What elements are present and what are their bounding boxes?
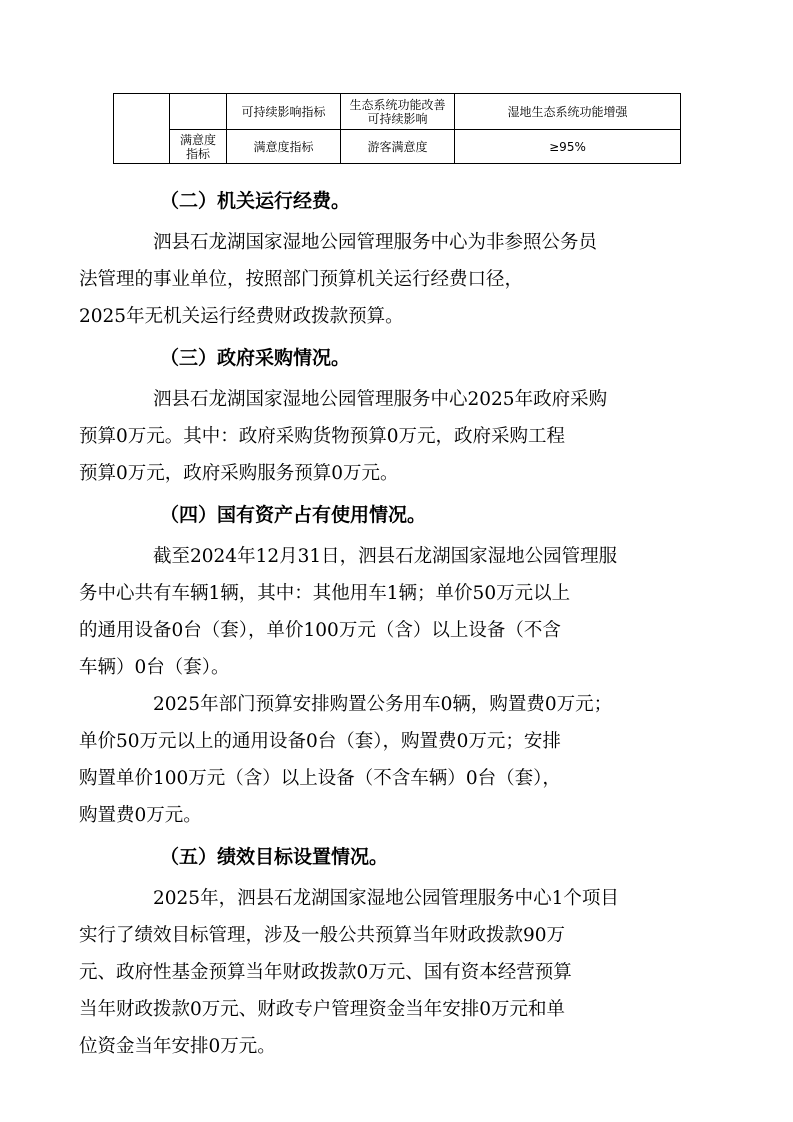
text-line: 2025年部门预算安排购置公务用车0辆，购置费0万元； — [153, 694, 613, 715]
indicator-line: 可持续影响 — [367, 111, 428, 126]
text-line: 当年财政拨款0万元、财政专户管理资金当年安排0万元和单 — [79, 999, 566, 1020]
text-line: 务中心共有车辆1辆，其中：其他用车1辆；单价50万元以上 — [79, 583, 571, 604]
table-cell-level1 — [114, 94, 170, 164]
section-heading: （五）绩效目标设置情况。 — [160, 846, 389, 868]
text-line: 位资金当年安排0万元。 — [79, 1036, 276, 1057]
section-heading: （二）机关运行经费。 — [160, 190, 351, 212]
table-row — [114, 130, 681, 164]
text-line: 截至2024年12月31日，泗县石龙湖国家湿地公园管理服 — [153, 546, 618, 567]
paragraph — [79, 686, 691, 834]
document-body — [79, 178, 691, 1065]
text-line: 的通用设备0台（套），单价100万元（含）以上设备（不含 — [79, 620, 561, 641]
table-cell-indicator: 游客满意度 — [341, 130, 455, 164]
text-line: 车辆）0台（套）。 — [79, 657, 230, 678]
section-heading: （三）政府采购情况。 — [160, 347, 351, 369]
paragraph — [79, 538, 691, 686]
table-row — [114, 94, 681, 130]
level2-line: 指标 — [185, 146, 210, 161]
text-line: 预算0万元，政府采购服务预算0万元。 — [79, 463, 399, 484]
text-line: 2025年无机关运行经费财政拨款预算。 — [79, 306, 404, 327]
table-cell-level3: 满意度指标 — [227, 130, 341, 164]
text-line: 预算0万元。其中：政府采购货物预算0万元，政府采购工程 — [79, 426, 566, 447]
table-cell-value: 湿地生态系统功能增强 — [455, 94, 681, 130]
table-cell-indicator — [341, 94, 455, 130]
text-line: 购置费0万元。 — [79, 805, 202, 826]
table-cell-value: ≥95% — [455, 130, 681, 164]
text-line: 泗县石龙湖国家湿地公园管理服务中心2025年政府采购 — [153, 389, 608, 410]
table-cell-level2 — [170, 130, 227, 164]
text-line: 泗县石龙湖国家湿地公园管理服务中心为非参照公务员 — [153, 232, 598, 253]
table-cell-level2 — [170, 94, 227, 130]
paragraph — [79, 381, 691, 492]
text-line: 2025年，泗县石龙湖国家湿地公园管理服务中心1个项目 — [153, 888, 619, 909]
text-line: 购置单价100万元（含）以上设备（不含车辆）0台（套）， — [79, 768, 561, 789]
paragraph — [79, 880, 691, 1065]
section-heading: （四）国有资产占有使用情况。 — [160, 504, 427, 526]
indicator-line: 生态系统功能改善 — [349, 97, 446, 112]
text-line: 实行了绩效目标管理，涉及一般公共预算当年财政拨款90万 — [79, 925, 566, 946]
text-line: 单价50万元以上的通用设备0台（套），购置费0万元；安排 — [79, 731, 561, 752]
paragraph — [79, 224, 691, 335]
level2-line: 满意度 — [179, 132, 216, 147]
text-line: 法管理的事业单位，按照部门预算机关运行经费口径， — [79, 269, 524, 290]
performance-indicator-table — [113, 93, 681, 164]
text-line: 元、政府性基金预算当年财政拨款0万元、国有资本经营预算 — [79, 962, 572, 983]
table-cell-level3: 可持续影响指标 — [227, 94, 341, 130]
